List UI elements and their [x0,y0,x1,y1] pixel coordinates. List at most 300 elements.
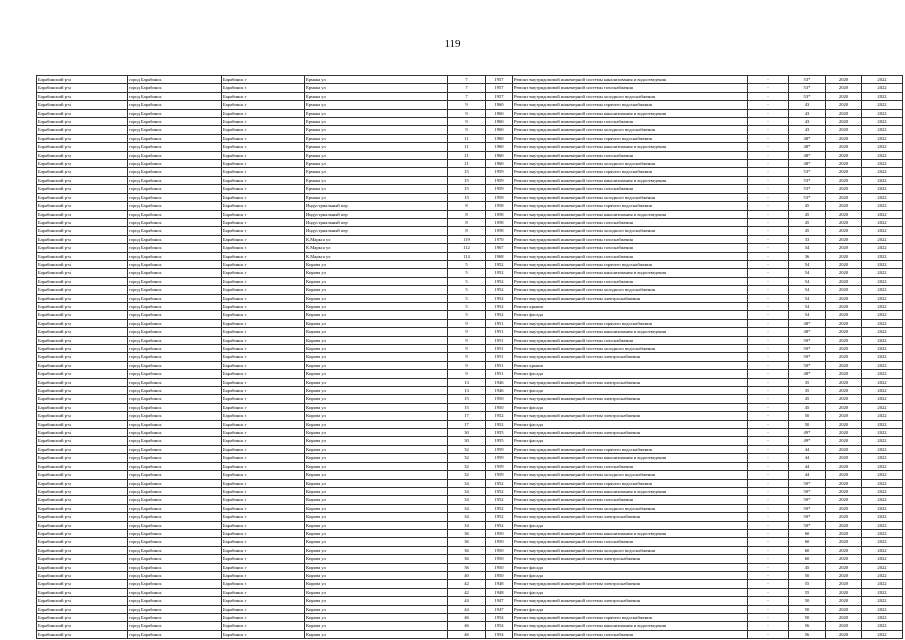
end-year-cell: 2022 [862,235,903,243]
city-cell: Барабинск г [222,151,305,159]
work-type-cell: Ремонт фасада [513,370,748,378]
end-year-cell: 2022 [862,109,903,117]
build-year-cell: 1951 [486,353,513,361]
cost-cell: 53* [789,185,826,193]
dash-cell: - [748,597,789,605]
house-number-cell: 46 [448,630,486,638]
house-number-cell: 36 [448,555,486,563]
cost-cell: 45 [789,227,826,235]
street-cell: К.Маркса ул [305,252,448,260]
city-cell: Барабинск г [222,420,305,428]
street-cell: Кирова ул [305,538,448,546]
cost-cell: 45 [789,395,826,403]
municipality-cell: город Барабинск [128,193,222,201]
end-year-cell: 2022 [862,420,903,428]
cost-cell: 43 [789,101,826,109]
cost-cell: 50* [789,479,826,487]
work-type-cell: Ремонт фасада [513,403,748,411]
city-cell: Барабинск г [222,630,305,638]
dash-cell: - [748,269,789,277]
district-cell: Барабинский р-н [37,277,128,285]
start-year-cell: 2020 [826,244,862,252]
house-number-cell: 114 [448,252,486,260]
end-year-cell: 2022 [862,479,903,487]
city-cell: Барабинск г [222,277,305,285]
street-cell: Кирова ул [305,529,448,537]
dash-cell: - [748,496,789,504]
district-cell: Барабинский р-н [37,546,128,554]
dash-cell: - [748,143,789,151]
start-year-cell: 2020 [826,336,862,344]
city-cell: Барабинск г [222,370,305,378]
district-cell: Барабинский р-н [37,504,128,512]
cost-cell: 54 [789,286,826,294]
street-cell: Кирова ул [305,504,448,512]
municipality-cell: город Барабинск [128,504,222,512]
district-cell: Барабинский р-н [37,185,128,193]
build-year-cell: 1968 [486,252,513,260]
start-year-cell: 2020 [826,622,862,630]
start-year-cell: 2020 [826,227,862,235]
build-year-cell: 1959 [486,168,513,176]
table-row [37,555,903,563]
build-year-cell: 1960 [486,109,513,117]
table-row [37,546,903,554]
street-cell: Ермака ул [305,101,448,109]
cost-cell: 54 [789,260,826,268]
end-year-cell: 2022 [862,92,903,100]
table-row [37,336,903,344]
house-number-cell: 17 [448,420,486,428]
house-number-cell: 34 [448,513,486,521]
house-number-cell: 11 [448,143,486,151]
build-year-cell: 1958 [486,202,513,210]
house-number-cell: 119 [448,235,486,243]
street-cell: Кирова ул [305,496,448,504]
dash-cell: - [748,252,789,260]
municipality-cell: город Барабинск [128,597,222,605]
house-number-cell: 8 [448,227,486,235]
house-number-cell: 7 [448,76,486,84]
municipality-cell: город Барабинск [128,630,222,638]
table-row [37,101,903,109]
municipality-cell: город Барабинск [128,454,222,462]
work-type-cell: Ремонт внутридомовой инженерной системы газоснабжения [513,235,748,243]
end-year-cell: 2022 [862,387,903,395]
table-row [37,370,903,378]
street-cell: Кирова ул [305,378,448,386]
build-year-cell: 1950 [486,403,513,411]
end-year-cell: 2022 [862,597,903,605]
build-year-cell: 1958 [486,218,513,226]
city-cell: Барабинск г [222,193,305,201]
house-number-cell: 8 [448,210,486,218]
municipality-cell: город Барабинск [128,420,222,428]
end-year-cell: 2022 [862,168,903,176]
build-year-cell: 1952 [486,479,513,487]
cost-cell: 48* [789,134,826,142]
cost-cell: 60 [789,546,826,554]
work-type-cell: Ремонт внутридомовой инженерной системы газоснабжения [513,185,748,193]
table-row [37,479,903,487]
city-cell: Барабинск г [222,605,305,613]
end-year-cell: 2022 [862,370,903,378]
municipality-cell: город Барабинск [128,336,222,344]
work-type-cell: Ремонт внутридомовой инженерной системы электроснабжения [513,597,748,605]
house-number-cell: 15 [448,193,486,201]
house-number-cell: 9 [448,109,486,117]
cost-cell: 53* [789,92,826,100]
work-type-cell: Ремонт фасада [513,588,748,596]
municipality-cell: город Барабинск [128,571,222,579]
work-type-cell: Ремонт внутридомовой инженерной системы канализования и водоотведения [513,529,748,537]
house-number-cell: 36 [448,529,486,537]
build-year-cell: 1952 [486,269,513,277]
street-cell: Кирова ул [305,630,448,638]
table-row [37,118,903,126]
house-number-cell: 46 [448,614,486,622]
build-year-cell: 1951 [486,361,513,369]
city-cell: Барабинск г [222,521,305,529]
work-type-cell: Ремонт внутридомовой инженерной системы горячего водоснабжения [513,134,748,142]
table-row [37,630,903,638]
municipality-cell: город Барабинск [128,614,222,622]
city-cell: Барабинск г [222,462,305,470]
work-type-cell: Ремонт внутридомовой инженерной системы электроснабжения [513,429,748,437]
municipality-cell: город Барабинск [128,92,222,100]
district-cell: Барабинский р-н [37,168,128,176]
start-year-cell: 2020 [826,597,862,605]
district-cell: Барабинский р-н [37,605,128,613]
district-cell: Барабинский р-н [37,471,128,479]
city-cell: Барабинск г [222,101,305,109]
municipality-cell: город Барабинск [128,479,222,487]
build-year-cell: 1952 [486,420,513,428]
city-cell: Барабинск г [222,311,305,319]
dash-cell: - [748,193,789,201]
street-cell: Кирова ул [305,462,448,470]
district-cell: Барабинский р-н [37,210,128,218]
city-cell: Барабинск г [222,76,305,84]
municipality-cell: город Барабинск [128,546,222,554]
dash-cell: - [748,109,789,117]
start-year-cell: 2020 [826,143,862,151]
work-type-cell: Ремонт внутридомовой инженерной системы канализования и водоотведения [513,269,748,277]
build-year-cell: 1950 [486,529,513,537]
build-year-cell: 1970 [486,235,513,243]
city-cell: Барабинск г [222,302,305,310]
end-year-cell: 2022 [862,445,903,453]
house-number-cell: 34 [448,487,486,495]
work-type-cell: Ремонт фасада [513,571,748,579]
house-number-cell: 9 [448,361,486,369]
table-row [37,294,903,302]
table-body [37,76,903,639]
build-year-cell: 1954 [486,622,513,630]
district-cell: Барабинский р-н [37,269,128,277]
house-number-cell: 36 [448,563,486,571]
work-type-cell: Ремонт внутридомовой инженерной системы газоснабжения [513,244,748,252]
work-type-cell: Ремонт внутридомовой инженерной системы горячего водоснабжения [513,479,748,487]
dash-cell: - [748,202,789,210]
dash-cell: - [748,471,789,479]
start-year-cell: 2020 [826,92,862,100]
city-cell: Барабинск г [222,571,305,579]
dash-cell: - [748,235,789,243]
start-year-cell: 2020 [826,118,862,126]
start-year-cell: 2020 [826,370,862,378]
dash-cell: - [748,160,789,168]
dash-cell: - [748,227,789,235]
municipality-cell: город Барабинск [128,126,222,134]
street-cell: Ермака ул [305,118,448,126]
city-cell: Барабинск г [222,538,305,546]
municipality-cell: город Барабинск [128,84,222,92]
municipality-cell: город Барабинск [128,227,222,235]
end-year-cell: 2022 [862,345,903,353]
table-row [37,403,903,411]
municipality-cell: город Барабинск [128,437,222,445]
house-number-cell: 13 [448,387,486,395]
start-year-cell: 2020 [826,176,862,184]
cost-cell: 53* [789,193,826,201]
city-cell: Барабинск г [222,437,305,445]
district-cell: Барабинский р-н [37,294,128,302]
end-year-cell: 2022 [862,76,903,84]
district-cell: Барабинский р-н [37,563,128,571]
house-number-cell: 112 [448,244,486,252]
city-cell: Барабинск г [222,445,305,453]
page-number: 119 [444,38,461,50]
end-year-cell: 2022 [862,336,903,344]
start-year-cell: 2020 [826,588,862,596]
end-year-cell: 2022 [862,412,903,420]
city-cell: Барабинск г [222,319,305,327]
cost-cell: 55 [789,580,826,588]
end-year-cell: 2022 [862,202,903,210]
cost-cell: 35 [789,378,826,386]
cost-cell: 53* [789,176,826,184]
district-cell: Барабинский р-н [37,109,128,117]
work-type-cell: Ремонт внутридомовой инженерной системы канализования и водоотведения [513,76,748,84]
cost-cell: 44 [789,454,826,462]
work-type-cell: Ремонт фасада [513,311,748,319]
end-year-cell: 2022 [862,126,903,134]
table-row [37,92,903,100]
municipality-cell: город Барабинск [128,361,222,369]
district-cell: Барабинский р-н [37,445,128,453]
house-number-cell: 44 [448,597,486,605]
street-cell: Кирова ул [305,437,448,445]
work-type-cell: Ремонт внутридомовой инженерной системы канализования и водоотведения [513,454,748,462]
city-cell: Барабинск г [222,176,305,184]
street-cell: Кирова ул [305,429,448,437]
build-year-cell: 1952 [486,294,513,302]
district-cell: Барабинский р-н [37,134,128,142]
city-cell: Барабинск г [222,328,305,336]
end-year-cell: 2022 [862,118,903,126]
cost-cell: 45 [789,563,826,571]
dash-cell: - [748,134,789,142]
street-cell: Кирова ул [305,319,448,327]
district-cell: Барабинский р-н [37,555,128,563]
start-year-cell: 2020 [826,387,862,395]
city-cell: Барабинск г [222,269,305,277]
capital-repair-table [36,75,903,639]
build-year-cell: 1959 [486,445,513,453]
table-row [37,345,903,353]
dash-cell: - [748,538,789,546]
cost-cell: 48* [789,143,826,151]
district-cell: Барабинский р-н [37,412,128,420]
build-year-cell: 1951 [486,319,513,327]
dash-cell: - [748,168,789,176]
work-type-cell: Ремонт внутридомовой инженерной системы холодного водоснабжения [513,160,748,168]
street-cell: Ермака ул [305,160,448,168]
end-year-cell: 2022 [862,378,903,386]
work-type-cell: Ремонт внутридомовой инженерной системы канализования и водоотведения [513,176,748,184]
end-year-cell: 2022 [862,513,903,521]
district-cell: Барабинский р-н [37,588,128,596]
district-cell: Барабинский р-н [37,244,128,252]
city-cell: Барабинск г [222,479,305,487]
start-year-cell: 2020 [826,395,862,403]
municipality-cell: город Барабинск [128,185,222,193]
city-cell: Барабинск г [222,588,305,596]
street-cell: Ермака ул [305,126,448,134]
work-type-cell: Ремонт внутридомовой инженерной системы электроснабжения [513,395,748,403]
city-cell: Барабинск г [222,412,305,420]
cost-cell: 54 [789,277,826,285]
start-year-cell: 2020 [826,496,862,504]
build-year-cell: 1957 [486,84,513,92]
cost-cell: 48* [789,319,826,327]
municipality-cell: город Барабинск [128,605,222,613]
start-year-cell: 2020 [826,185,862,193]
district-cell: Барабинский р-н [37,521,128,529]
end-year-cell: 2022 [862,353,903,361]
district-cell: Барабинский р-н [37,630,128,638]
house-number-cell: 44 [448,605,486,613]
city-cell: Барабинск г [222,202,305,210]
municipality-cell: город Барабинск [128,202,222,210]
build-year-cell: 1958 [486,210,513,218]
work-type-cell: Ремонт внутридомовой инженерной системы горячего водоснабжения [513,202,748,210]
house-number-cell: 46 [448,622,486,630]
work-type-cell: Ремонт внутридомовой инженерной системы холодного водоснабжения [513,193,748,201]
start-year-cell: 2020 [826,555,862,563]
end-year-cell: 2022 [862,134,903,142]
district-cell: Барабинский р-н [37,260,128,268]
work-type-cell: Ремонт фасада [513,420,748,428]
city-cell: Барабинск г [222,84,305,92]
dash-cell: - [748,101,789,109]
table-row [37,437,903,445]
district-cell: Барабинский р-н [37,462,128,470]
build-year-cell: 1959 [486,193,513,201]
start-year-cell: 2020 [826,235,862,243]
start-year-cell: 2020 [826,218,862,226]
start-year-cell: 2020 [826,563,862,571]
house-number-cell: 9 [448,101,486,109]
city-cell: Барабинск г [222,336,305,344]
build-year-cell: 1959 [486,462,513,470]
district-cell: Барабинский р-н [37,126,128,134]
start-year-cell: 2020 [826,454,862,462]
start-year-cell: 2020 [826,429,862,437]
house-number-cell: 11 [448,151,486,159]
end-year-cell: 2022 [862,630,903,638]
build-year-cell: 1952 [486,504,513,512]
municipality-cell: город Барабинск [128,286,222,294]
cost-cell: 44 [789,445,826,453]
cost-cell: 33 [789,235,826,243]
end-year-cell: 2022 [862,244,903,252]
build-year-cell: 1951 [486,370,513,378]
district-cell: Барабинский р-н [37,387,128,395]
cost-cell: 50 [789,614,826,622]
city-cell: Барабинск г [222,546,305,554]
street-cell: Кирова ул [305,345,448,353]
cost-cell: 60 [789,538,826,546]
end-year-cell: 2022 [862,429,903,437]
municipality-cell: город Барабинск [128,462,222,470]
cost-cell: 50* [789,513,826,521]
build-year-cell: 1960 [486,126,513,134]
start-year-cell: 2020 [826,277,862,285]
street-cell: Кирова ул [305,614,448,622]
table-row [37,185,903,193]
city-cell: Барабинск г [222,597,305,605]
table-row [37,235,903,243]
table-row [37,429,903,437]
house-number-cell: 36 [448,538,486,546]
district-cell: Барабинский р-н [37,76,128,84]
table-row [37,462,903,470]
municipality-cell: город Барабинск [128,395,222,403]
cost-cell: 50 [789,605,826,613]
district-cell: Барабинский р-н [37,151,128,159]
cost-cell: 50* [789,336,826,344]
municipality-cell: город Барабинск [128,143,222,151]
dash-cell: - [748,126,789,134]
street-cell: Ермака ул [305,168,448,176]
district-cell: Барабинский р-н [37,336,128,344]
house-number-cell: 11 [448,160,486,168]
table-row [37,76,903,84]
district-cell: Барабинский р-н [37,479,128,487]
start-year-cell: 2020 [826,160,862,168]
cost-cell: 34 [789,244,826,252]
end-year-cell: 2022 [862,555,903,563]
house-number-cell: 9 [448,126,486,134]
start-year-cell: 2020 [826,345,862,353]
table-row [37,252,903,260]
dash-cell: - [748,302,789,310]
cost-cell: 50* [789,361,826,369]
city-cell: Барабинск г [222,210,305,218]
table-row [37,521,903,529]
house-number-cell: 15 [448,395,486,403]
build-year-cell: 1957 [486,92,513,100]
house-number-cell: 13 [448,378,486,386]
municipality-cell: город Барабинск [128,378,222,386]
table-row [37,176,903,184]
build-year-cell: 1947 [486,605,513,613]
municipality-cell: город Барабинск [128,345,222,353]
cost-cell: 50 [789,571,826,579]
dash-cell: - [748,555,789,563]
